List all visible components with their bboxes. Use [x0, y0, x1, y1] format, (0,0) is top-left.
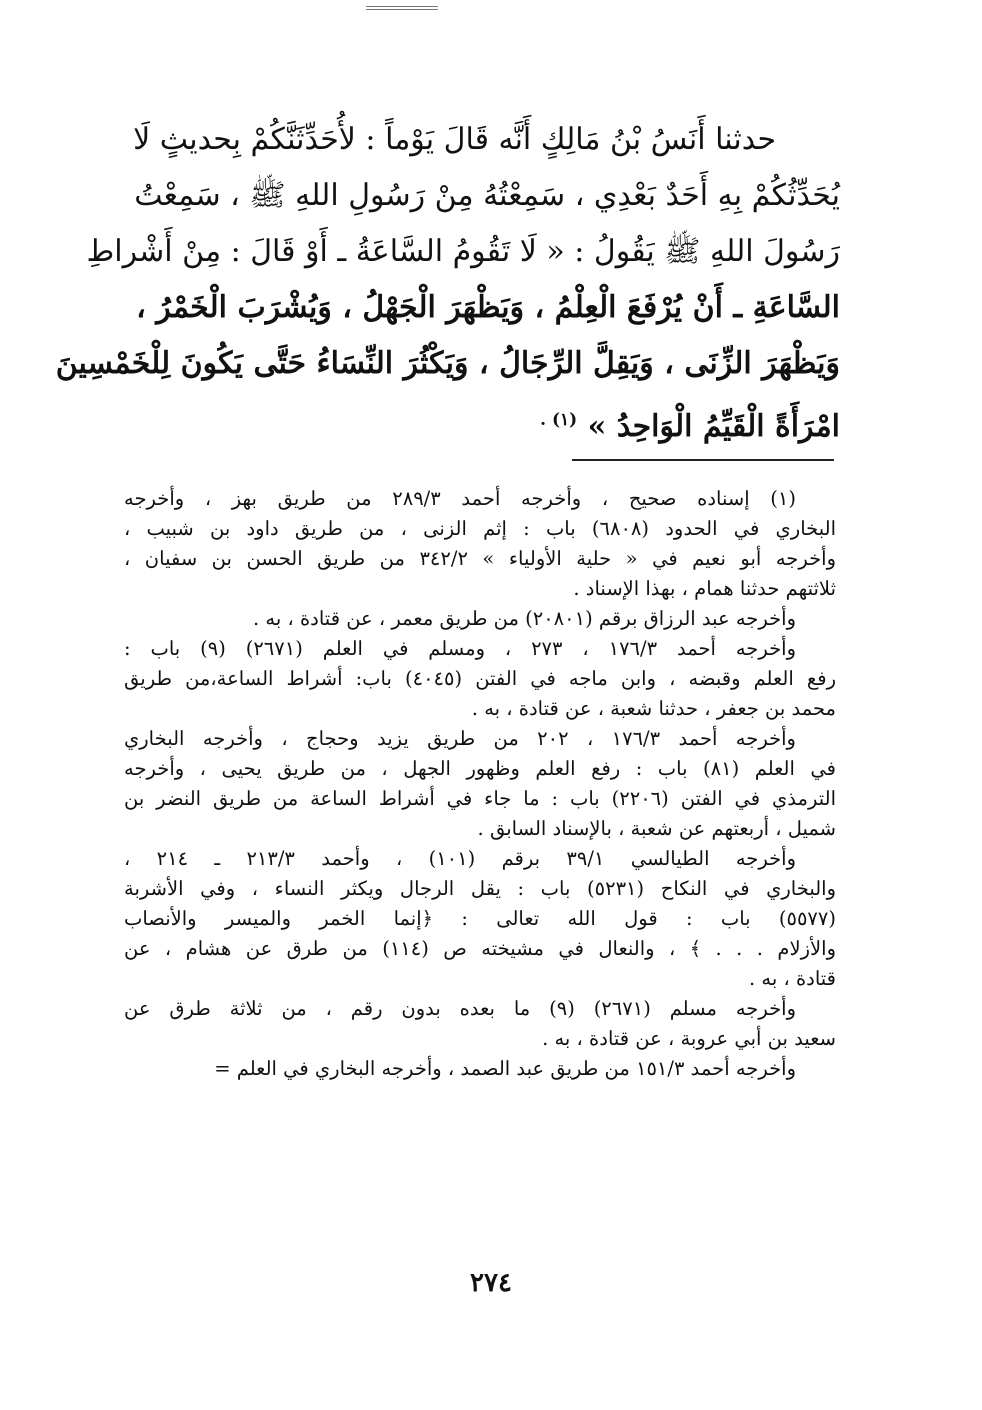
- footnote-line: في العلم (٨١) باب : رفع العلم وظهور الجهل ، من طريق يحيى ، وأخرجه: [124, 757, 837, 780]
- footnote-line: (٥٥٧٧) باب : قول الله تعالى : ﴿إنما الخمر والميسر والأنصاب: [124, 907, 836, 930]
- hadith-line: حدثنا أَنَسُ بْنُ مَالِكٍ أَنَّه قَالَ يَوْماً : لأُحَدِّثَنَّكُمْ بِحديثٍ لَا: [133, 122, 776, 157]
- footnote-line: وأخرجه الطيالسي ٣٩/١ برقم (١٠١) ، وأحمد ٢١٣/٣ ـ ٢١٤ ،: [124, 847, 796, 870]
- footnote-line: الترمذي في الفتن (٢٢٠٦) باب : ما جاء في أشراط الساعة من طريق النضر بن: [124, 787, 836, 810]
- footnote-line: والبخاري في النكاح (٥٢٣١) باب : يقل الرجال ويكثر النساء ، وفي الأشربة: [124, 877, 836, 900]
- footnotes: [124, 484, 836, 1084]
- footnote-line: وأخرجه أحمد ١٧٦/٣ ، ٢٠٢ من طريق يزيد وحجاج ، وأخرجه البخاري: [124, 727, 796, 750]
- hadith-line: رَسُولَ اللهِ ﷺ يَقُولُ : « لَا تَقُومُ السَّاعَةُ ـ أَوْ قَالَ : مِنْ أَشْراطِ: [86, 234, 840, 269]
- footnote-line: وأخرجه عبد الرزاق برقم (٢٠٨٠١) من طريق معمر ، عن قتادة ، به .: [253, 607, 796, 630]
- hadith-line: وَيَظْهَرَ الزِّنَى ، وَيَقِلَّ الرِّجَالُ ، وَيَكْثُرَ النِّسَاءُ حَتَّى يَكُونَ لِلْخَمْسِينَ: [55, 346, 840, 381]
- header-rule: [366, 6, 438, 10]
- footnote-line: شميل ، أربعتهم عن شعبة ، بالإسناد السابق .: [477, 817, 836, 840]
- footnote-line: وأخرجه مسلم (٢٦٧١) (٩) ما بعده بدون رقم ، من ثلاثة طرق عن: [124, 997, 796, 1020]
- hadith-line-last: [140, 392, 840, 448]
- hadith-line: السَّاعَةِ ـ أَنْ يُرْفَعَ الْعِلْمُ ، وَيَظْهَرَ الْجَهْلُ ، وَيُشْرَبَ الْخَمْرُ ،: [136, 290, 840, 325]
- footnote-line: (١) إسناده صحيح ، وأخرجه أحمد ٢٨٩/٣ من طريق بهز ، وأخرجه: [124, 487, 796, 510]
- hadith-text: [55, 112, 840, 448]
- footnote-line: وأخرجه أحمد ١٥١/٣ من طريق عبد الصمد ، وأخرجه البخاري في العلم =: [214, 1057, 796, 1080]
- footnote-line: والأزلام . . . ﴾ ، والنعال في مشيخته ص (١١٤) من طرق عن هشام ، عن: [124, 937, 836, 960]
- footnote-line: وأخرجه أحمد ١٧٦/٣ ، ٢٧٣ ، ومسلم في العلم (٢٦٧١) (٩) باب :: [124, 637, 796, 660]
- footnote-line: وأخرجه أبو نعيم في « حلية الأولياء » ٣٤٢/٢ من طريق الحسن بن سفيان ،: [124, 547, 836, 570]
- footnote-line: محمد بن جعفر ، حدثنا شعبة ، عن قتادة ، به .: [471, 697, 836, 720]
- hadith-line-text: امْرَأَةً الْقَيِّمُ الْوَاحِدُ »: [577, 409, 840, 444]
- footnote-separator: [572, 459, 834, 461]
- footnote-line: البخاري في الحدود (٦٨٠٨) باب : إثم الزنى ، من طريق داود بن شبيب ،: [124, 517, 836, 540]
- footnote-line: رفع العلم وقبضه ، وابن ماجه في الفتن (٤٠٤٥) باب: أشراط الساعة،من طريق: [124, 667, 836, 690]
- page-number: ٢٧٤: [470, 1268, 512, 1298]
- footnote-line: سعيد بن أبي عروبة ، عن قتادة ، به .: [542, 1027, 836, 1050]
- footnote-marker: (١) .: [540, 410, 578, 430]
- footnote-line: ثلاثتهم حدثنا همام ، بهذا الإسناد .: [573, 577, 836, 600]
- footnote-line: قتادة ، به .: [748, 967, 836, 990]
- hadith-line: يُحَدِّثُكُمْ بِهِ أَحَدٌ بَعْدِي ، سَمِعْتُهُ مِنْ رَسُولِ اللهِ ﷺ ، سَمِعْتُ: [134, 178, 840, 213]
